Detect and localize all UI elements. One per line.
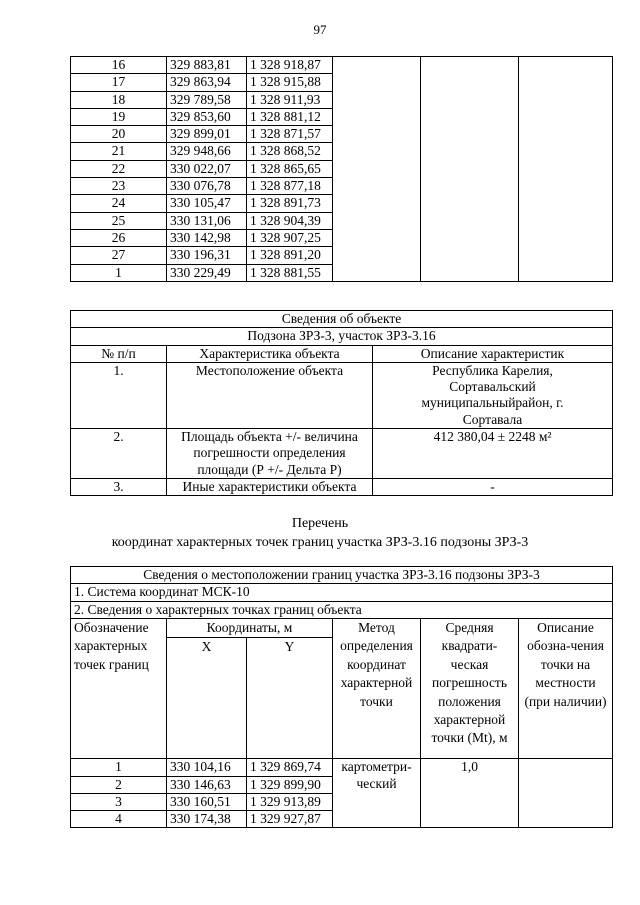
error-value: 1,0 (421, 759, 519, 828)
point-number: 25 (71, 212, 167, 229)
row-characteristic: Иные характеристики объекта (167, 478, 373, 495)
coord-x: 330 076,78 (167, 178, 247, 195)
row-characteristic: Площадь объекта +/- величина погрешности определения площади (Р +/- Дельта Р) (167, 429, 373, 479)
coord-y: 1 328 915,88 (247, 74, 333, 91)
location-table (70, 566, 613, 828)
coord-x: 330 146,63 (167, 776, 247, 793)
coord-y: 1 328 877,18 (247, 178, 333, 195)
empty-error-cell (421, 57, 519, 282)
coord-x: 329 899,01 (167, 126, 247, 143)
row-description: 412 380,04 ± 2248 м² (373, 429, 613, 479)
coord-y: 1 328 904,39 (247, 212, 333, 229)
coord-x: 329 863,94 (167, 74, 247, 91)
point-number: 19 (71, 108, 167, 125)
page-number: 97 (313, 22, 327, 37)
header-characteristic: Характеристика объекта (167, 345, 373, 362)
coord-y: 1 328 907,25 (247, 229, 333, 246)
header-error: Средняя квадрати-ческая погрешность положения характерной точки (Mt), м (421, 618, 519, 758)
points-section-title: 2. Сведения о характерных точках границ объекта (71, 601, 613, 618)
header-point-description: Описание обозна-чения точки на местности (при наличии) (519, 618, 613, 758)
point-number: 4 (71, 811, 167, 828)
coord-x: 330 022,07 (167, 160, 247, 177)
list-caption-title: Перечень (291, 516, 349, 531)
header-number: № п/п (71, 345, 167, 362)
object-info-title: Сведения об объекте (71, 311, 613, 328)
point-number: 21 (71, 143, 167, 160)
header-designation: Обозначение характерных точек границ (71, 618, 167, 758)
location-title: Сведения о местоположении границ участка ЗРЗ-3.16 подзоны ЗРЗ-3 (71, 567, 613, 584)
coord-y: 1 328 865,65 (247, 160, 333, 177)
method-value: картометри-ческий (333, 759, 421, 828)
coord-y: 1 328 891,20 (247, 247, 333, 264)
coord-x: 330 174,38 (167, 811, 247, 828)
coord-x: 330 160,51 (167, 793, 247, 810)
coord-y: 1 328 871,57 (247, 126, 333, 143)
point-number: 20 (71, 126, 167, 143)
table-row (71, 759, 613, 776)
point-number: 16 (71, 57, 167, 74)
row-number: 1. (71, 362, 167, 428)
point-number: 24 (71, 195, 167, 212)
header-description: Описание характеристик (373, 345, 613, 362)
coord-x: 330 104,16 (167, 759, 247, 776)
row-description: Республика Карелия, Сортавальский муниципальныйрайон, г. Сортавала (373, 362, 613, 428)
coord-x: 329 853,60 (167, 108, 247, 125)
point-number: 1 (71, 264, 167, 281)
header-coordinates: Координаты, м (167, 618, 333, 637)
row-characteristic: Местоположение объекта (167, 362, 373, 428)
coord-x: 330 105,47 (167, 195, 247, 212)
empty-method-cell (333, 57, 421, 282)
header-method: Метод определения координат характерной точки (333, 618, 421, 758)
point-number: 2 (71, 776, 167, 793)
row-number: 2. (71, 429, 167, 479)
coord-y: 1 328 891,73 (247, 195, 333, 212)
coord-x: 329 789,58 (167, 91, 247, 108)
point-number: 1 (71, 759, 167, 776)
empty-description-cell (519, 759, 613, 828)
point-number: 23 (71, 178, 167, 195)
header-y: Y (247, 638, 333, 759)
point-number: 17 (71, 74, 167, 91)
coord-x: 330 229,49 (167, 264, 247, 281)
object-info-table (70, 310, 613, 496)
coord-y: 1 329 913,89 (247, 793, 333, 810)
point-number: 3 (71, 793, 167, 810)
coord-x: 329 948,66 (167, 143, 247, 160)
coord-x: 330 142,98 (167, 229, 247, 246)
coord-x: 329 883,81 (167, 57, 247, 74)
coord-x: 330 196,31 (167, 247, 247, 264)
point-number: 18 (71, 91, 167, 108)
coord-y: 1 328 881,12 (247, 108, 333, 125)
coord-y: 1 328 881,55 (247, 264, 333, 281)
row-description: - (373, 478, 613, 495)
list-caption-subtitle: координат характерных точек границ участка ЗРЗ-3.16 подзоны ЗРЗ-3 (111, 535, 529, 550)
coord-y: 1 329 927,87 (247, 811, 333, 828)
row-number: 3. (71, 478, 167, 495)
coord-y: 1 328 918,87 (247, 57, 333, 74)
point-number: 26 (71, 229, 167, 246)
point-number: 27 (71, 247, 167, 264)
coord-x: 330 131,06 (167, 212, 247, 229)
point-number: 22 (71, 160, 167, 177)
header-x: X (167, 638, 247, 759)
coord-y: 1 328 911,93 (247, 91, 333, 108)
coord-y: 1 329 869,74 (247, 759, 333, 776)
empty-description-cell (519, 57, 613, 282)
coord-y: 1 328 868,52 (247, 143, 333, 160)
coordinates-continuation-table (70, 56, 613, 282)
coord-y: 1 329 899,90 (247, 776, 333, 793)
object-info-subtitle: Подзона ЗРЗ-3, участок ЗРЗ-3.16 (71, 328, 613, 345)
table-row (71, 57, 613, 74)
coordinate-system: 1. Система координат МСК-10 (71, 584, 613, 601)
